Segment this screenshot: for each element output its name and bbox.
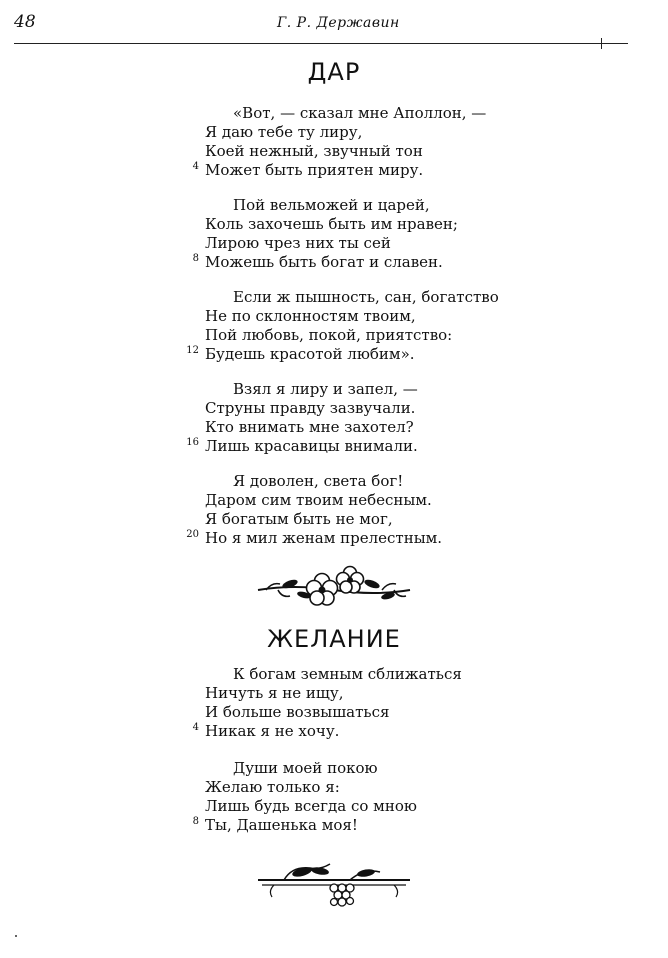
running-title: Г. Р. Державин xyxy=(277,15,400,31)
verse-text: Можешь быть богат и славен. xyxy=(205,253,443,271)
verse-line: Струны правду зазвучали. xyxy=(205,399,416,417)
grape-ornament xyxy=(0,862,668,914)
verse-line xyxy=(192,722,585,741)
stanza xyxy=(186,472,585,548)
stanza xyxy=(192,104,585,180)
verse-line xyxy=(192,253,585,272)
verse-line: Даром сим твоим небесным. xyxy=(205,491,432,509)
verse-line: Души моей покою xyxy=(233,759,378,777)
line-number: 4 xyxy=(192,161,199,172)
header-rule-tick xyxy=(601,38,602,49)
verse-line: Лишь будь всегда со мною xyxy=(205,797,417,815)
verse-line: Если ж пышность, сан, богатство xyxy=(233,288,499,306)
verse-line xyxy=(186,437,585,456)
verse-line: Коль захочешь быть им нравен; xyxy=(205,215,458,233)
verse-text: Лишь красавицы внимали. xyxy=(205,437,418,455)
verse-line: Пой любовь, покой, приятство: xyxy=(205,326,453,344)
verse-line xyxy=(192,816,585,835)
grape-vignette-icon xyxy=(254,862,414,910)
verse-line: Ничуть я не ищу, xyxy=(205,684,344,702)
stanza xyxy=(192,665,585,741)
verse-line: К богам земным сближаться xyxy=(233,665,462,683)
verse-text: Ты, Дашенька моя! xyxy=(205,816,358,834)
line-number: 8 xyxy=(192,816,199,827)
verse-line: Я богатым быть не мог, xyxy=(205,510,393,528)
line-number: 12 xyxy=(186,345,199,356)
verse-line: Взял я лиру и запел, — xyxy=(233,380,418,398)
verse-line: Пой вельможей и царей, xyxy=(233,196,430,214)
verse-line xyxy=(186,529,585,548)
verse-line: Коей нежный, звучный тон xyxy=(205,142,423,160)
flower-vignette-icon xyxy=(254,560,414,612)
header-rule xyxy=(14,43,628,44)
page-header xyxy=(14,10,628,40)
line-number: 4 xyxy=(192,722,199,733)
verse-line: Желаю только я: xyxy=(205,778,340,796)
verse-line: Кто внимать мне захотел? xyxy=(205,418,414,436)
poem-title-zhelanie: ЖЕЛАНИЕ xyxy=(267,625,401,653)
verse-line: Не по склонностям твоим, xyxy=(205,307,416,325)
page-number: 48 xyxy=(14,12,36,32)
line-number: 20 xyxy=(186,529,199,540)
verse-line: И больше возвышаться xyxy=(205,703,390,721)
poem-title-dar: ДАР xyxy=(307,58,361,86)
stanza xyxy=(192,759,585,835)
line-number: 16 xyxy=(186,437,199,448)
verse-text: Но я мил женам прелестным. xyxy=(205,529,443,547)
stanza xyxy=(186,288,585,364)
floral-ornament xyxy=(0,560,668,616)
stanza xyxy=(192,196,585,272)
verse-text: Никак я не хочу. xyxy=(205,722,340,740)
stanza xyxy=(186,380,585,456)
verse-text: Будешь красотой любим». xyxy=(205,345,415,363)
verse-line: Я доволен, света бог! xyxy=(233,472,404,490)
verse-line: «Вот, — сказал мне Аполлон, — xyxy=(233,104,487,122)
print-speck xyxy=(15,935,17,937)
line-number: 8 xyxy=(192,253,199,264)
verse-line: Лирою чрез них ты сей xyxy=(205,234,391,252)
verse-line: Я даю тебе ту лиру, xyxy=(205,123,363,141)
verse-line xyxy=(192,161,585,180)
verse-text: Может быть приятен миру. xyxy=(205,161,424,179)
verse-line xyxy=(186,345,585,364)
